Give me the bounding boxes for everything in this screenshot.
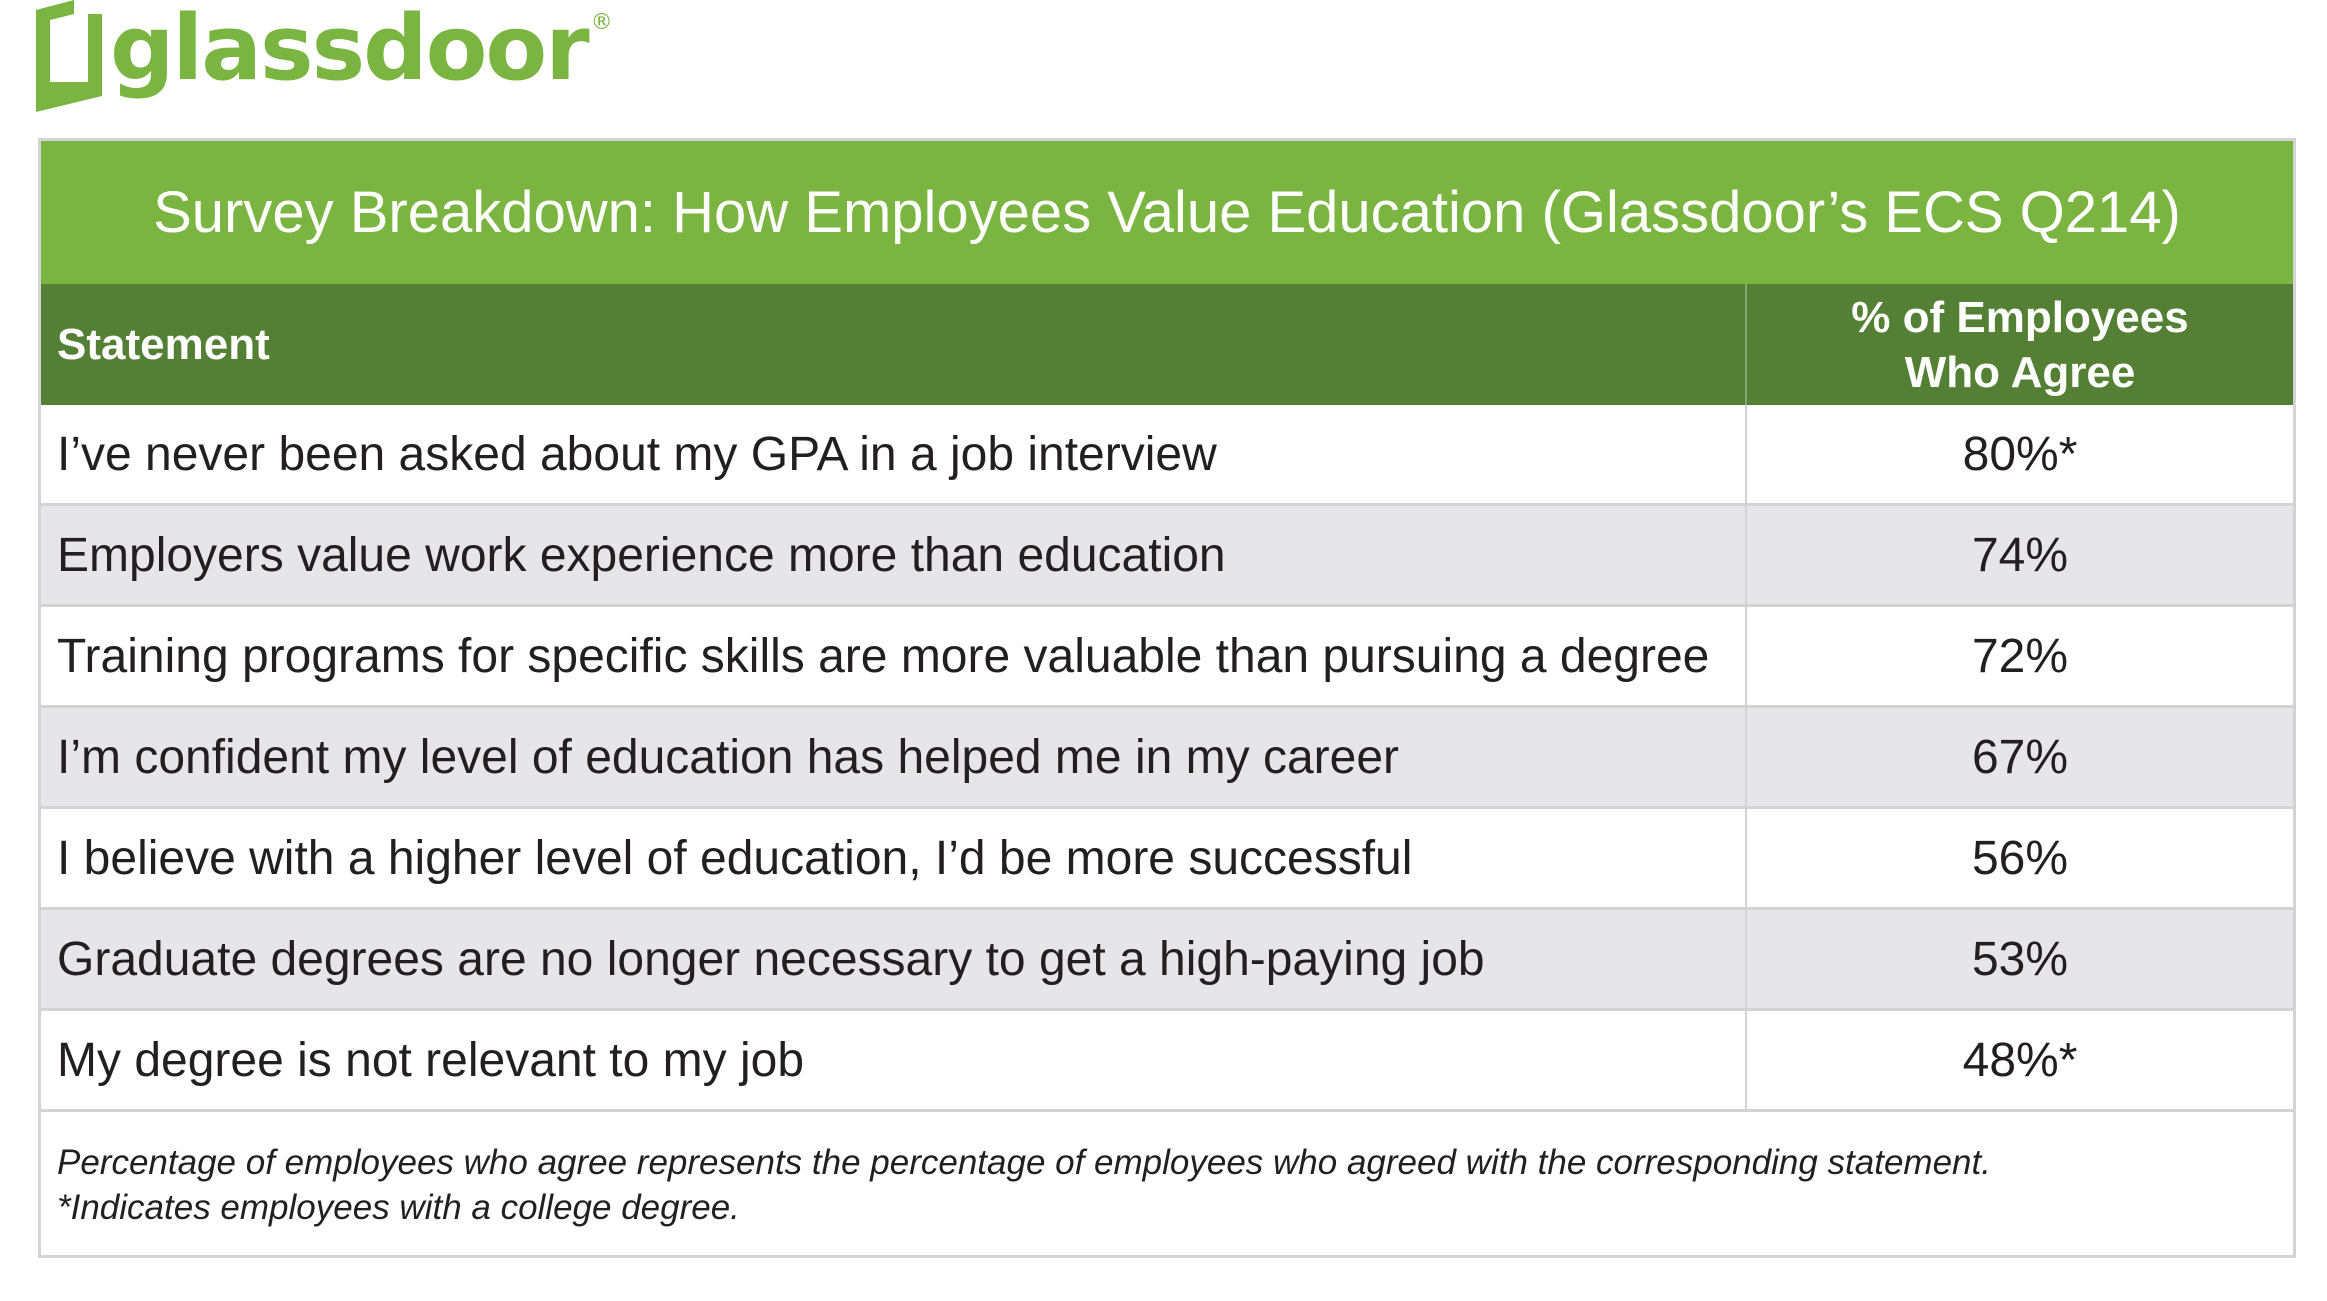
table-row: [41, 1011, 2293, 1112]
table-row: [41, 607, 2293, 708]
header-percent: [1747, 284, 2293, 405]
survey-table: [38, 138, 2296, 1258]
footnote-line2: *Indicates employees with a college degree.: [57, 1188, 740, 1227]
table-header-row: [41, 284, 2293, 405]
table-row: [41, 405, 2293, 506]
row-percent: 72%: [1971, 629, 2069, 683]
header-percent-line1: % of Employees: [1851, 292, 2189, 342]
row-statement: I’m confident my level of education has helped me in my career: [41, 708, 1747, 806]
row-percent: 74%: [1971, 528, 2069, 582]
glassdoor-logo[interactable]: [34, 0, 613, 112]
table-row: [41, 708, 2293, 809]
row-statement: Employers value work experience more than education: [41, 506, 1747, 604]
glassdoor-door-icon: [34, 0, 104, 112]
row-statement: Graduate degrees are no longer necessary to get a high-paying job: [41, 910, 1747, 1008]
row-statement: I believe with a higher level of education, I’d be more successful: [41, 809, 1747, 907]
row-percent: 48%*: [1962, 1033, 2078, 1087]
footnote-line1: Percentage of employees who agree represents the percentage of employees who agreed with the corresponding statement.: [57, 1143, 1991, 1182]
table-row: [41, 506, 2293, 607]
table-title: Survey Breakdown: How Employees Value Education (Glassdoor’s ECS Q214): [41, 141, 2293, 284]
table-footnote: [41, 1112, 2293, 1230]
table-row: [41, 910, 2293, 1011]
table-row: [41, 809, 2293, 910]
registered-mark: ®: [590, 10, 613, 35]
row-statement: I’ve never been asked about my GPA in a job interview: [41, 405, 1747, 503]
row-percent: 53%: [1971, 932, 2069, 986]
header-percent-line2: Who Agree: [1904, 347, 2136, 397]
row-percent: 80%*: [1962, 427, 2078, 481]
row-percent: 56%: [1971, 831, 2069, 885]
row-percent: 67%: [1971, 730, 2069, 784]
logo-wordmark: glassdoor: [110, 0, 588, 101]
row-statement: My degree is not relevant to my job: [41, 1011, 1747, 1109]
row-statement: Training programs for specific skills are more valuable than pursuing a degree: [41, 607, 1747, 705]
header-statement: Statement: [41, 284, 1747, 405]
